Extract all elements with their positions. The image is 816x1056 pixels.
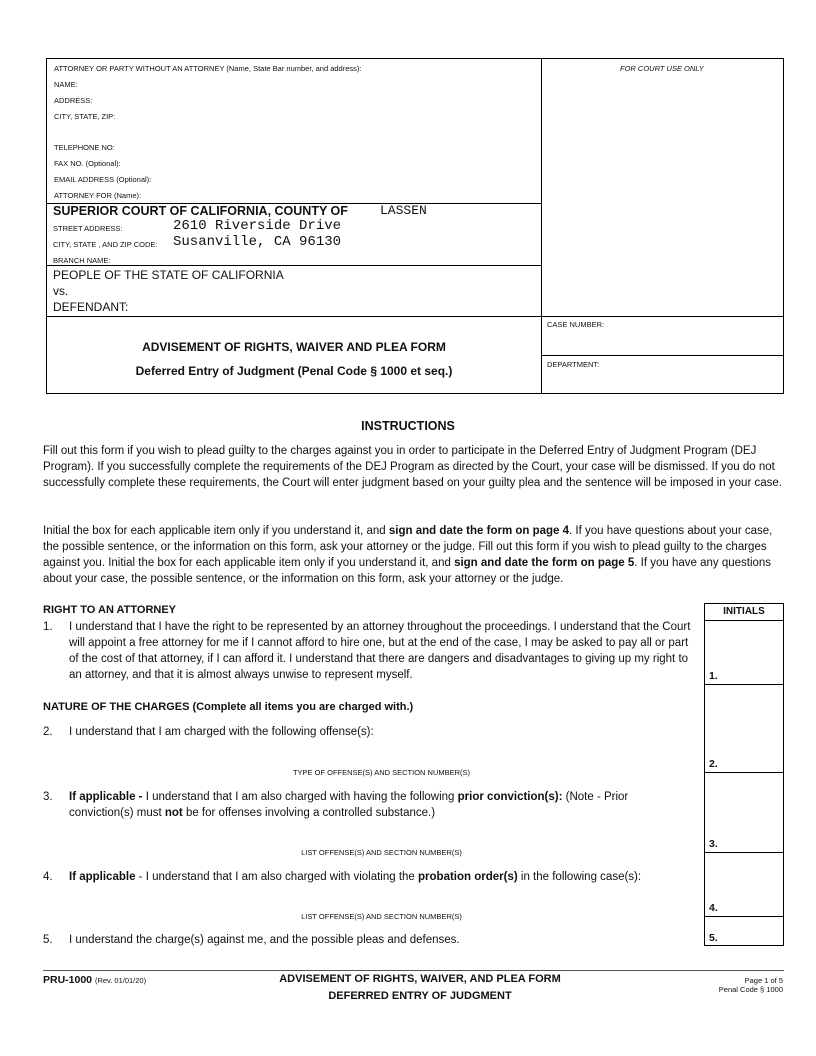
footer-title-1: ADVISEMENT OF RIGHTS, WAIVER, AND PLEA FORM (279, 973, 561, 985)
item-3-caption: LIST OFFENSE(S) AND SECTION NUMBER(S) (301, 848, 462, 857)
city-state-zip-field[interactable]: CITY, STATE, ZIP: (54, 112, 116, 121)
city-label: CITY, STATE , AND ZIP CODE: (53, 240, 158, 249)
nature-of-charges-heading: NATURE OF THE CHARGES (Complete all items you are charged with.) (43, 701, 414, 713)
footer-page-number: Page 1 of 5 (744, 976, 783, 985)
name-field[interactable]: NAME: (54, 80, 78, 89)
city-value[interactable]: Susanville, CA 96130 (173, 234, 342, 250)
item-1-text: I understand that I have the right to be represented by an attorney throughout the proceedings. I understand that the Court will appoint a free attorney for me if I cannot afford to hire one, but at the end of the case, I may be asked to pay all or part of the cost of that attorney, if I can afford it. I understand that there are dangers and disadvantages to giving up my right to an attorney, and that it is almost always unwise to represent myself. (69, 621, 691, 681)
initials-box-3[interactable]: 3. (709, 838, 718, 850)
address-field[interactable]: ADDRESS: (54, 96, 93, 105)
department-field[interactable]: DEPARTMENT: (547, 360, 600, 369)
initials-header: INITIALS (723, 606, 765, 617)
item-3-text: If applicable - I understand that I am also charged with having the following prior conviction(s): (Note - Prior conviction(s) must not be for offenses involving a controlled substance.) (69, 791, 629, 819)
item-5-text: I understand the charge(s) against me, and the possible pleas and defenses. (69, 934, 460, 946)
people-label: PEOPLE OF THE STATE OF CALIFORNIA (53, 268, 284, 282)
footer-form-id: PRU-1000 (Rev. 01/01/20) (43, 974, 147, 986)
item-5-number: 5. (43, 934, 53, 946)
form-subtitle: Deferred Entry of Judgment (Penal Code § 1000 et seq.) (135, 364, 453, 378)
instructions-paragraph-2: Initial the box for each applicable item only if you understand it, and sign and date the form on page 4. If you have questions about your case, the possible sentence, or the information on this form, ask your attorney or the judge. Fill out this form if you wish to plead guilty to the charges against you. Initial the box for each applicable item only if you understand it, and sign and date the form on page 5. If you have any questions about your case, the possible sentence, or the information on this form, ask your attorney or the judge. (43, 525, 773, 585)
initials-box-1[interactable]: 1. (709, 670, 718, 682)
right-to-attorney-heading: RIGHT TO AN ATTORNEY (43, 604, 177, 616)
initials-box-5[interactable]: 5. (709, 932, 718, 944)
attorney-label: ATTORNEY OR PARTY WITHOUT AN ATTORNEY (Name, State Bar number, and address): (54, 64, 362, 73)
attorney-for-field[interactable]: ATTORNEY FOR (Name): (54, 191, 142, 200)
item-1-number: 1. (43, 621, 53, 633)
vs-label: vs. (53, 284, 69, 298)
footer-title-2: DEFERRED ENTRY OF JUDGMENT (328, 990, 512, 1002)
form-title: ADVISEMENT OF RIGHTS, WAIVER AND PLEA FORM (142, 340, 446, 354)
item-4-number: 4. (43, 871, 53, 883)
defendant-field[interactable]: DEFENDANT: (53, 300, 129, 314)
item-2-number: 2. (43, 726, 53, 738)
footer-divider (43, 970, 784, 971)
street-value[interactable]: 2610 Riverside Drive (173, 218, 342, 234)
item-4-text: If applicable - I understand that I am also charged with violating the probation order(s) in the following case(s): (69, 871, 642, 883)
street-label: STREET ADDRESS: (53, 224, 123, 233)
branch-label[interactable]: BRANCH NAME: (53, 256, 111, 265)
email-field[interactable]: EMAIL ADDRESS (Optional): (54, 175, 152, 184)
initials-box-2[interactable]: 2. (709, 758, 718, 770)
footer-penal-code: Penal Code § 1000 (718, 985, 783, 994)
item-4-caption: LIST OFFENSE(S) AND SECTION NUMBER(S) (301, 912, 462, 921)
court-title: SUPERIOR COURT OF CALIFORNIA, COUNTY OF (53, 204, 348, 218)
court-use-label: FOR COURT USE ONLY (620, 64, 704, 73)
fax-field[interactable]: FAX NO. (Optional): (54, 159, 121, 168)
item-2-caption: TYPE OF OFFENSE(S) AND SECTION NUMBER(S) (292, 768, 471, 777)
initials-box-4[interactable]: 4. (709, 902, 718, 914)
county-value[interactable]: LASSEN (380, 203, 427, 218)
instructions-paragraph-1: Fill out this form if you wish to plead guilty to the charges against you in order to participate in the Deferred Entry of Judgment Program (DEJ Program). If you successfully complete the requirements of the DEJ Program as directed by the Court, your case will be dismissed. If you do not successfully complete these requirements, the Court will enter judgment based on your guilty plea and the sentence will be imposed in your case. (43, 445, 782, 489)
instructions-heading: INSTRUCTIONS (361, 419, 455, 433)
case-number-field[interactable]: CASE NUMBER: (547, 320, 605, 329)
telephone-field[interactable]: TELEPHONE NO: (54, 143, 115, 152)
item-2-text: I understand that I am charged with the following offense(s): (69, 726, 374, 738)
item-3-number: 3. (43, 791, 53, 803)
